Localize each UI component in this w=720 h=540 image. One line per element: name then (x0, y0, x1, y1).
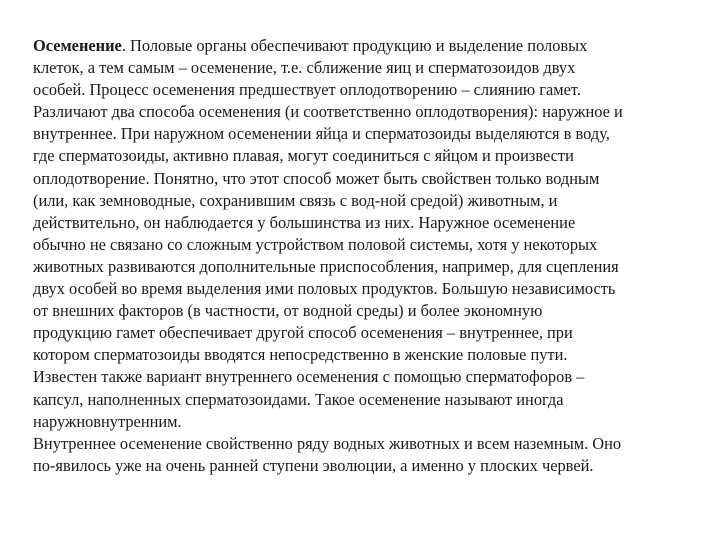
text-line: от внешних факторов (в частности, от водной среды) и более экономную (33, 301, 543, 321)
text-line: особей. Процесс осеменения предшествует оплодотворению – слиянию гамет. (33, 80, 581, 100)
text-line (33, 35, 693, 57)
text-line: двух особей во время выделения ими половых продуктов. Большую независимость (33, 279, 616, 299)
text-line: капсул, наполненных сперматозоидами. Такое осеменение называют иногда (33, 389, 564, 409)
text-line: клеток, а тем самым – осеменение, т.е. сближение яиц и сперматозоидов двух (33, 58, 576, 78)
text-line: Различают два способа осеменения (и соответственно оплодотворения): наружное и (33, 102, 623, 122)
text-line: продукцию гамет обеспечивает другой способ осеменения – внутреннее, при (33, 323, 573, 343)
text-line: внутреннее. При наружном осеменении яйца и сперматозоиды выделяются в воду, (33, 124, 610, 144)
text-line: котором сперматозоиды вводятся непосредственно в женские половые пути. (33, 345, 568, 365)
term-heading: Осеменение (33, 36, 122, 55)
text-line: Внутреннее осеменение свойственно ряду водных животных и всем наземным. Оно (33, 433, 622, 453)
text-line: животных развиваются дополнительные приспособления, например, для сцепления (33, 256, 619, 276)
text-line: где сперматозоиды, активно плавая, могут соединиться с яйцом и произвести (33, 146, 574, 166)
text-line: (или, как земноводные, сохранившим связь с вод-ной средой) животным, и (33, 190, 558, 210)
text-line-content: . Половые органы обеспечивают продукцию и выделение половых (121, 36, 588, 55)
document-text (33, 35, 693, 477)
text-line: обычно не связано со сложным устройством половой системы, хотя у некоторых (33, 234, 598, 254)
text-line: Известен также вариант внутреннего осеменения с помощью сперматофоров – (33, 367, 585, 387)
text-line: оплодотворение. Понятно, что этот способ может быть свойствен только водным (33, 168, 600, 188)
text-line: по-явилось уже на очень ранней ступени эволюции, а именно у плоских червей. (33, 455, 594, 475)
text-line: наружновнутренним. (33, 411, 182, 431)
text-line: действительно, он наблюдается у большинства из них. Наружное осеменение (33, 212, 576, 232)
